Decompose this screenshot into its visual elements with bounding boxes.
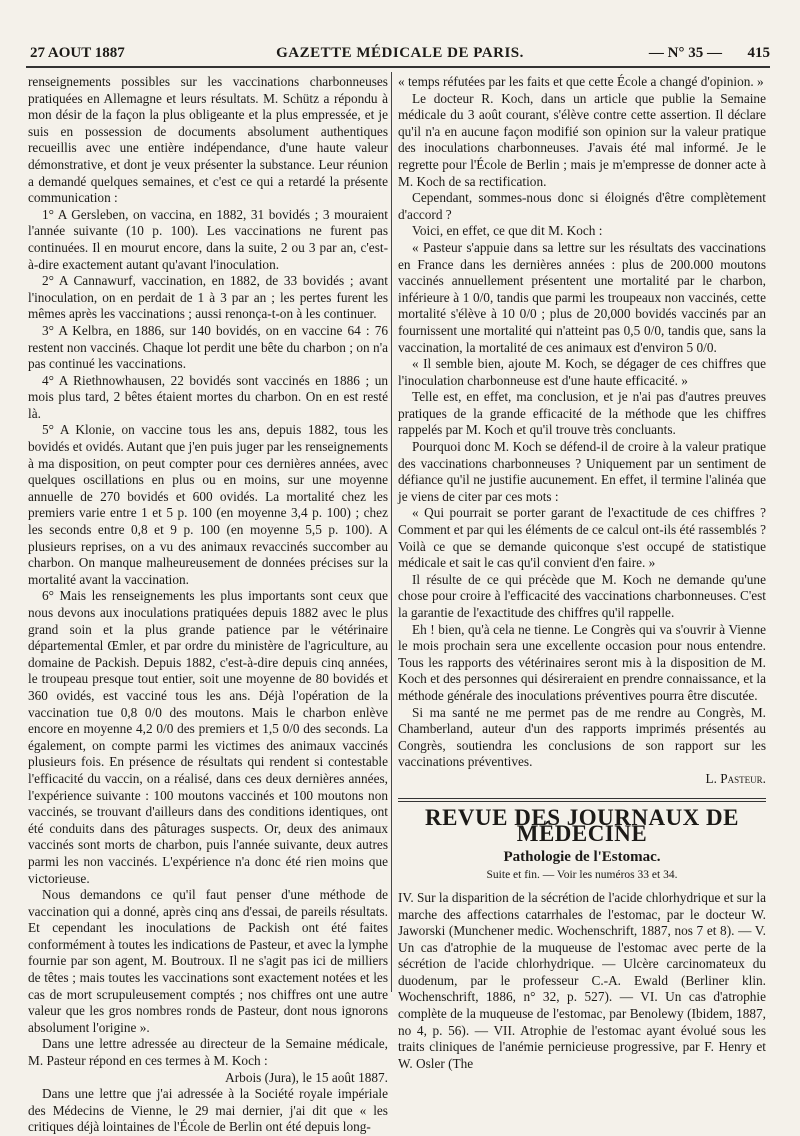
column-divider [391, 72, 392, 992]
paragraph: Eh ! bien, qu'à cela ne tienne. Le Congrès qui va s'ouvrir à Vienne le mois prochain sera une excellente occasion pour nous entendre. Tous les rapports des vétérinaires seront mis à la disposition de M. Koch et des personnes qui désireraient en prendre connaissance, et la méthode générale des inoculations préventives pourra être discutée. [398, 621, 766, 703]
letter-dateline: Arbois (Jura), le 15 août 1887. [225, 1069, 388, 1085]
paragraph: Telle est, en effet, ma conclusion, et je n'ai pas d'autres preuves pratiques de la grande efficacité de la méthode que les chiffres rappelés par M. Koch et qu'il trouve très concluants. [398, 389, 766, 438]
page-header [30, 45, 770, 65]
paragraph: Cependant, sommes-nous donc si éloignés d'être complètement d'accord ? [398, 190, 766, 222]
paragraph: renseignements possibles sur les vaccinations charbonneuses pratiquées en Allemagne et leurs résultats. M. Schütz a répondu à mon désir de la façon la plus obligeante et la plus empressée, et je suis en possession de documents absolument authentiques recueillis avec une entière indépendance, d'une haute valeur démonstrative, et dont je veux présenter la substance. Leur réunion a demandé quelques semaines, et c'est ce qui a retardé la présente communication : [28, 74, 388, 206]
section-divider [398, 798, 766, 802]
revue-title: REVUE DES JOURNAUX DE MÉDECINE [424, 804, 739, 847]
paragraph: Le docteur R. Koch, dans un article que publie la Semaine médicale du 3 août courant, s'élève contre cette assertion. Il déclare qu'il n'a en aucune façon modifié son opinion sur la valeur pratique des inoculations charbonneuses. J'avais été mal informé. Je le regrette pour l'École de Berlin ; mais je m'empresse de donner acte à M. Koch de sa rectification. [398, 90, 766, 189]
left-column [28, 74, 388, 1136]
paragraph: Voici, en effet, ce que dit M. Koch : [412, 223, 603, 239]
paragraph: Dans une lettre que j'ai adressée à la Société royale impériale des Médecins de Vienne, le 29 mai dernier, j'ai dit que « les critiques déjà lointaines de l'École de Berlin ont été depuis long- [28, 1086, 388, 1135]
paragraph: Dans une lettre adressée au directeur de la Semaine médicale, M. Pasteur répond en ces termes à M. Koch : [28, 1036, 388, 1069]
page-number: 415 [747, 45, 770, 61]
paragraph: 3° A Kelbra, en 1886, sur 140 bovidés, on en vaccine 64 : 76 restent non vaccinés. Chaque lot perdit une bête du charbon ; on n'a pas continué les vaccinations. [28, 322, 388, 372]
right-column [398, 74, 766, 1072]
paragraph: 2° A Cannawurf, vaccination, en 1882, de 33 bovidés ; avant l'inoculation, on en perdait de 1 à 3 par an ; les pertes furent les mêmes après les vaccinations ; aussi renonça-t-on à les continuer. [28, 273, 388, 322]
paragraph: « Qui pourrait se porter garant de l'exactitude de ces chiffres ? Comment et par qui les éléments de ce calcul ont-ils été rassemblés ? Voilà ce que se demande quiconque s'est occupé de statistique médicale et sait le cas qu'il convient d'en faire. » [398, 505, 766, 571]
issue-number: — N° 35 — [648, 45, 722, 61]
paragraph: « temps réfutées par les faits et que cette École a changé d'opinion. » [398, 74, 764, 89]
header-rule [26, 66, 770, 68]
signature: L. Pasteur. [705, 770, 766, 786]
issue-date: 27 AOUT 1887 [30, 45, 125, 61]
paragraph: 1° A Gersleben, on vaccina, en 1882, 31 bovidés ; 3 mouraient l'année suivante (10 p. 100). Les vaccinations ne furent pas continuées. Il en mourut encore, dans la suite, 2 ou 3 par an, c'est-à-dire exactement autant qu'avant l'inoculation. [28, 206, 388, 272]
paragraph: Nous demandons ce qu'il faut penser d'une méthode de vaccination qui a donné, après cinq ans d'essai, de pareils résultats. Et cependant les inoculations de Packish ont été faites conformément à toutes les indications de Pasteur, et avec la lymphe fournie par son agent, M. Boutroux. Il ne s'agit pas ici de milliers de têtes ; mais toutes les vaccinations sont exactement notées et les cas de mort scrupuleusement comptés ; nos chiffres ont une autre valeur que les gros nombres ronds de Pasteur, dont nous ignorons absolument l'origine ». [28, 887, 388, 1035]
paragraph: 5° A Klonie, on vaccine tous les ans, depuis 1882, tous les bovidés et ovidés. Autant que j'en puis juger par les renseignements à ma disposition, on peut compter pour ces dernières années, avec quelques oscillations en plus ou en moins, sur une moyenne annuelle de 270 bovidés et 600 ovidés. La mortalité chez les premiers varie entre 1 et 5 p. 100 (en moyenne 3,4 p. 100) ; chez les seconds entre 0,8 et 9 p. 100 (en moyenne 5,5 p. 100). A plusieurs reprises, on a vu des animaux revaccinés succomber au charbon. On manque malheureusement de données précises sur la mortalité avant la vaccination. [28, 422, 388, 587]
paragraph: Pourquoi donc M. Koch se défend-il de croire à la valeur pratique des vaccinations charbonneuses ? Uniquement par un sentiment de défiance qu'il ne justifie aucunement. En effet, il termine l'alinéa que je viens de citer par ces mots : [398, 439, 766, 504]
revue-body: IV. Sur la disparition de la sécrétion de l'acide chlorhydrique et sur la marche des affections catarrhales de l'estomac, par le docteur W. Jaworski (Munchener medic. Wochenschrift, 1887, nos 7 et 8). — V. Un cas d'atrophie de la muqueuse de l'estomac avec perte de la sécrétion de l'acide chlorhydrique. — Ulcère carcinomateux du duodenum, par le professeur C.-A. Ewald (Berliner klin. Wochenschrift, 1886, n° 32, p. 527). — VI. Un cas d'atrophie complète de la muqueuse de l'estomac, par Benolewy (Ibidem, 1887, no 4, p. 56). — VII. Atrophie de l'estomac ayant évolué sous les traits cliniques de l'anémie pernicieuse progressive, par F. Henry et W. Osler (The [398, 889, 766, 1071]
paragraph: Il résulte de ce qui précède que M. Koch ne demande qu'une chose pour croire à l'efficacité des vaccinations charbonneuses. C'est la garantie de l'exactitude des chiffres qu'il rappelle. [398, 571, 766, 620]
section-title: Pathologie de l'Estomac. [503, 848, 661, 865]
continuation-note: Suite et fin. — Voir les numéros 33 et 34. [486, 869, 678, 882]
paragraph: « Il semble bien, ajoute M. Koch, se dégager de ces chiffres que l'inoculation charbonneuse est d'une haute efficacité. » [398, 356, 766, 388]
paragraph: « Pasteur s'appuie dans sa lettre sur les résultats des vaccinations en France dans les dernières années : plus de 200.000 moutons vaccinés annuellement présentent une mortalité par le charbon, inférieure à 1 0/0, tandis que parmi les troupeaux non vaccinés, cette mortalité s'élève à 10 0/0 ; plus de 20,000 bovidés vaccinés par an fournissent une mortalité qui n'atteint pas 0,5 0/0, tandis que, sans la vaccination, la mortalité de ces animaux est d'environ 5 0/0. [398, 239, 766, 355]
journal-title: GAZETTE MÉDICALE DE PARIS. [276, 45, 524, 61]
paragraph: 6° Mais les renseignements les plus importants sont ceux que nous devons aux inoculations pratiquées depuis 1882 avec le plus grand soin et la plus grande patience par le vétérinaire départemental Œmler, et par ordre du ministère de l'agriculture, au domaine de Packish. Depuis 1882, c'est-à-dire depuis cinq années, le troupeau presque tout entier, soit une moyenne de 80 bovidés et 360 ovidés, est vacciné tous les ans. Déjà l'opération de la vaccination tue 0,8 0/0 des moutons. Mais le charbon enlève encore en moyenne 4,2 0/0 des premiers et 1,5 0/0 des seconds. La également, on compte parmi les victimes des animaux vaccinés plusieurs fois. En présence de résultats qui rendent si contestable l'efficacité du vaccin, on a réalisé, dans ces deux dernières années, l'expérience suivante : 100 moutons vaccinés et 100 moutons non vaccinés, se trouvant d'ailleurs dans des conditions identiques, ont été conduits dans des pâturages suspects. Or, deux des animaux vaccinés sont morts de charbon, puis l'année suivante, deux autres parmi les non vaccinés. L'expérience n'a donc été rien moins que victorieuse. [28, 588, 388, 886]
paragraph: Si ma santé ne me permet pas de me rendre au Congrès, M. Chamberland, auteur d'un des rapports imprimés présentés au Congrès, soutiendra les conclusions de son rapport sur les vaccinations préventives. [398, 704, 766, 770]
paragraph: 4° A Riethnowhausen, 22 bovidés sont vaccinés en 1886 ; un mois plus tard, 2 bêtes étaient mortes du charbon. On en est resté là. [28, 372, 388, 421]
